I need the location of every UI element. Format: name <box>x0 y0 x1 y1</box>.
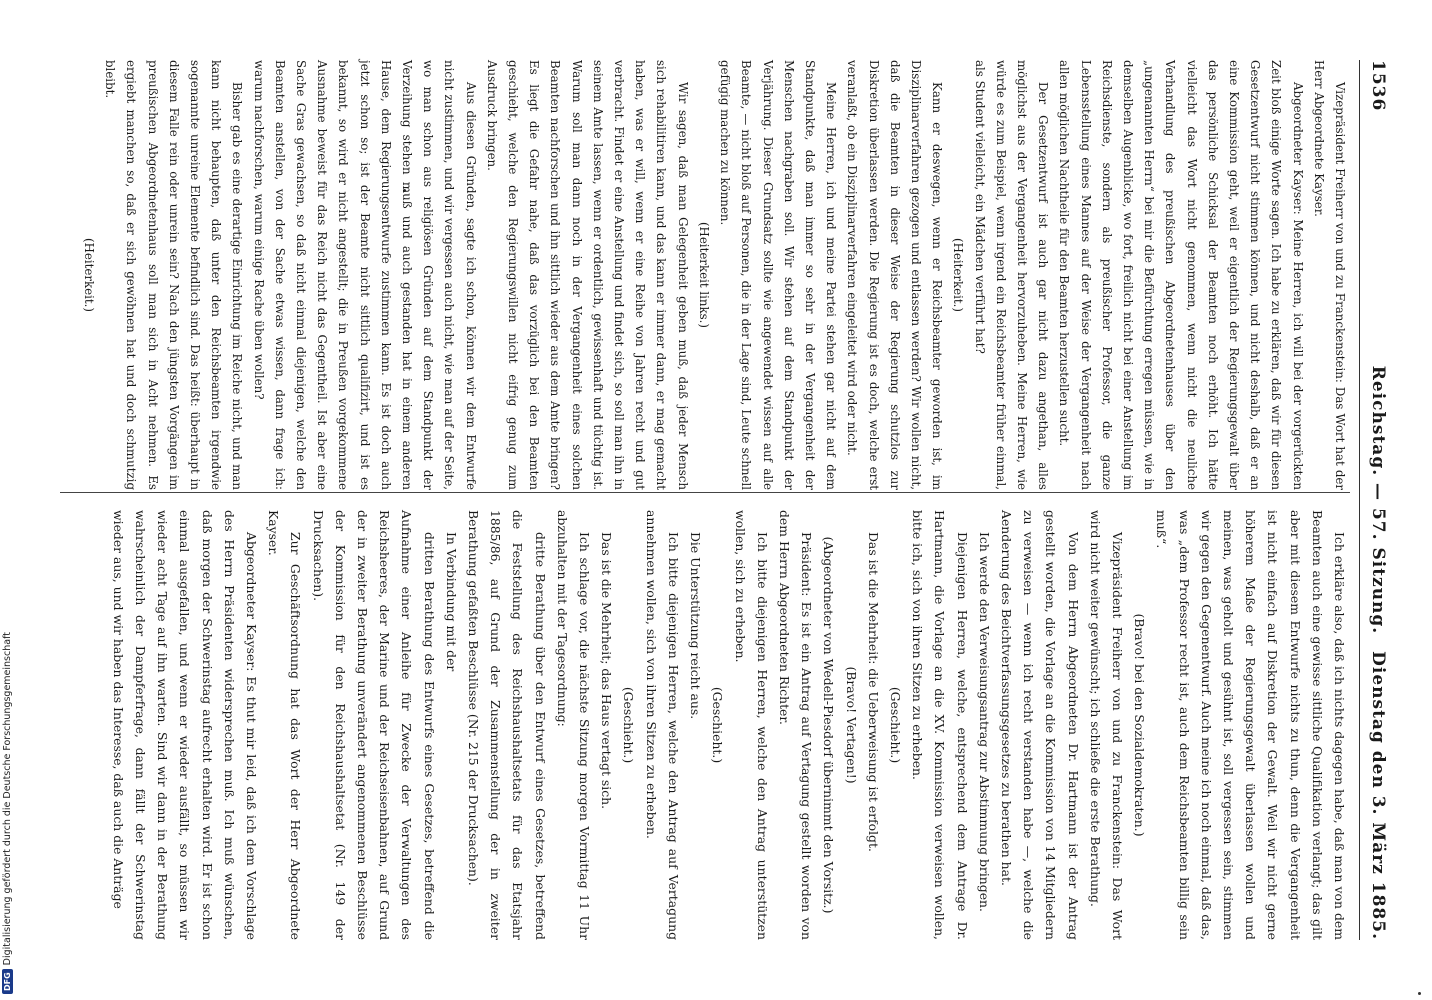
left-column-paragraph: Vizepräsident Freiherr von und zu Franckenstein: Das Wort hat der Herr Abgeordnete Kayser. <box>1311 60 1347 490</box>
left-column <box>78 60 1350 490</box>
right-column-paragraph: Präsident: Es ist ein Antrag auf Vertagung gestellt worden von dem Herrn Abgeordneten Richter. <box>776 510 815 940</box>
left-column-paragraph: (Heiterkeit.) <box>82 237 97 312</box>
right-column-paragraph: Von dem Herrn Abgeordneten Dr. Hartmann ist der Antrag gestellt worden, die Vorlage an die Kommission von 14 Mitgliedern zu verweisen — wenn ich recht verstanden habe —, welche die Aenderung des Beichtverfassungsgesetzes zu berathen hat. <box>998 510 1081 940</box>
header-rule <box>1359 60 1360 940</box>
left-column-paragraph: Meine Herren, ich und meine Partei stehen gar nicht auf dem Standpunkte, daß man immer so sehr in der Vergangenheit der Menschen nachgraben soll. Wir stehen auf dem Standpunkt der Verjährung. Dieser Grundsatz sollte wie angewendet wissen auf alle Beamte, — nicht bloß auf Personen, die in der Lage sind, Leute schnell gefügig machen zu können. <box>718 60 839 490</box>
digitization-credit <box>2 632 13 994</box>
right-column-paragraph: Vizepräsident Freiherr von und zu Franckenstein: Das Wort wird nicht weiter gewünscht; ich schließe die erste Berathung. <box>1087 510 1125 940</box>
rotated-page-content <box>16 0 1396 1000</box>
right-column-paragraph: (Abgeordneter von Wedell-Piesdorf übernimmt den Vorsitz.) <box>821 536 837 914</box>
left-column-paragraph: Abgeordneter Kayser: Meine Herren, ich will bei der vorgerückten Zeit bloß einige Worte sagen. Ich habe zu erklären, daß wir für diesen Gesetzentwurf nicht stimmen können, und nicht deshalb, daß er an eine Kommission geht, weil er eigentlich der Regierungsgewalt über das persönliche Schicksal der Beamten noch erhöht. Ich hätte vielleicht das Wort nicht genommen, wenn nicht die neuliche Verhandlung des preußischen Abgeordnetenhauses über den „ungenannten Herrn“ bei mir die Befürchtung erregen müssen, wie in demselben Augenblicke, wo fort, freilich nicht bei einer Anstellung im Reichsdienste, sondern als preußischer Professor, die ganze Lebensstellung eines Mannes auf der Weise der Vergangenheit nach allen möglichen Nachtheile für den Beamten herzustellen sucht. <box>1057 60 1305 490</box>
left-column-paragraph: Bisher gab es eine derartige Einrichtung im Reiche nicht, und man kann nicht behaupten, daß unter den Reichsbeamten irgendwie sogenannte unreine Elemente befindlich sind. Das heißt: überhaupt in diesem Falle rein oder unrein sein? Nach den jüngsten Vorgängen im preußischen Abgeordnetenhaus soll man sich in Acht nehmen. Es ergiebt manchen so, daß er sich gewöhnen hat und doch schmutzig bleibt. <box>103 60 245 490</box>
right-column-paragraph: dritte Berathung über den Entwurf eines Gesetzes, betreffend die Feststellung des Reichshaushaltsetats für das Etatsjahr 1885/86, auf Grund der Zusammenstellung der in zweiter Berathung gefaßten Beschlüsse (Nr. 215 der Drucksachen). <box>466 510 548 940</box>
header-date: Dienstag den 3. März 1885. <box>1368 651 1388 940</box>
right-column-paragraph: Ich erkläre also, daß ich nichts dagegen habe, daß man von dem Beamten auch eine gewisse sittliche Qualifikation verlangt; das gilt aber mit diesem Entwurfe nichts zu thun, denn die Vergangenheit ist nicht einfach auf Diskretion der Gewalt. Weil wir nicht gerne höherem Maße der Regierungsgewalt überlassen wollen und meinen, was geholt und gesühnt ist, soll vergessen sein, stimmen wir gegen den Gegenentwurf. Auch meine ich noch einmal, daß das, was „dem Professor recht ist, auch dem Reichsbeamten billig sein muß“. <box>1154 510 1347 940</box>
right-column-paragraph: Ich bitte diejenigen Herren, welche den Antrag unterstützen wollen, sich zu erheben. <box>732 510 770 940</box>
left-column-paragraph: Der Gesetzentwurf ist auch gar nicht dazu angethan, alles möglichst aus der Vergangenheit hervorzuheben. Meine Herren, wie würde es zum Beispiel, wenn irgend ein Reichsbeamter früher einmal, als Student vielleicht, ein Mädchen verführt hat? <box>972 60 1051 490</box>
right-column-paragraph: Zur Geschäftsordnung hat das Wort der Herr Abgeordnete Kayser. <box>266 510 304 940</box>
right-column-paragraph: Das ist die Mehrheit; das Haus vertagt sich. <box>599 532 615 810</box>
right-column-paragraph: (Bravo! Vertagen!) <box>843 666 859 784</box>
page-header <box>1360 60 1388 940</box>
right-column <box>107 510 1350 940</box>
right-column-paragraph: (Geschieht.) <box>710 686 726 764</box>
scan-speck <box>1418 992 1421 995</box>
left-column-paragraph: Kann er deswegen, wenn er Reichsbeamter geworden ist, im Disziplinarverfahren gezogen und entlassen werden? Wir wollen nicht, daß die Beamten in dieser Weise der Regierung schutzlos zur Diskretion überlassen werden. Die Regierung ist es doch, welche erst veranlaßt, ob ein Disziplinarverfahren eingeleitet wird oder nicht. <box>845 60 945 490</box>
right-column-paragraph: (Geschieht.) <box>621 686 637 764</box>
right-column-paragraph: dritten Berathung des Entwurfs eines Gesetzes, betreffend die Aufnahme einer Anleihe für Zwecke der Verwaltungen des Reichsheeres, der Marine und der Reichseisenbahnen, auf Grund der in zweiter Berathung unverändert angenommenen Beschlüsse der Kommission für den Reichshaushaltsetat (Nr. 149 der Drucksachen). <box>310 510 437 940</box>
page-number: 1536 <box>1368 60 1388 112</box>
right-column-paragraph: Ich werde den Verweisungsantrag zur Abstimmung bringen. <box>976 532 992 912</box>
right-column-paragraph: Ich bitte diejenigen Herren, welche den Antrag auf Vertagung annehmen wollen, sich von ihren Sitzen zu erheben. <box>643 510 681 940</box>
left-column-paragraph: (Heiterkeit.) <box>951 237 966 312</box>
right-column-paragraph: (Geschieht.) <box>887 686 903 764</box>
right-column-paragraph: Ich schlage vor, die nächste Sitzung morgen Vormittag 11 Uhr abzuhalten mit der Tagesordnung: <box>554 510 593 940</box>
column-divider <box>60 492 1350 493</box>
left-column-paragraph: (Heiterkeit links.) <box>696 221 711 329</box>
right-column-paragraph: Das ist die Mehrheit: die Ueberweisung ist erfolgt. <box>865 532 881 852</box>
left-column-paragraph: Aus diesen Gründen, sagte ich schon, können wir dem Entwurfe nicht zustimmen, und wir vergessen auch nicht, wie man auf der Seite, wo man schon aus religiösen Gründen auf dem Standpunkt der Verzeihung stehen muß und auch gestanden hat in einem anderen Hause, dem Regierungsentwurfe zustimmen kann. Es ist doch auch jetzt schon so; ist der Beamte nicht sittlich qualifizirt, und ist es bekannt, so wird er nicht angestellt; die in Preußen vorgekommene Ausnahme beweist für das Reich nicht das Gegentheil. Ist aber eine Sache Gras gewachsen, so daß nicht einmal diejenigen, welche den Beamten anstellen, von der Sache etwas wissen, dann frage ich: warum nachforschen, warum einige Rache üben wollen? <box>251 60 478 490</box>
right-column-paragraph: Die Unterstützung reicht aus. <box>688 532 704 720</box>
left-column-paragraph: Wir sagen, daß man Gelegenheit geben muß, daß jeder Mensch sich rehabilitiren kann, und das kann er immer dann, er mag gemacht haben, was er will, wenn er eine Reihe von Jahren recht und gut verbracht. Findet er eine Anstellung und findet sich, so soll man ihn in seinem Amte lassen, wenn er ordentlich, gewissenhaft und tüchtig ist. Warum soll man dann noch in der Vergangenheit eines solchen Beamten nachforschen und ihn sittlich wieder aus dem Amte bringen? Es liegt die Gefahr nahe, daß das vorzüglich bei den Beamten geschieht, welche den Regierungswillen nicht eifrig genug zum Ausdruck bringen. <box>484 60 690 490</box>
header-title: Reichstag. — 57. Sitzung. <box>1368 365 1388 635</box>
right-column-paragraph: In Verbindung mit der <box>443 532 459 672</box>
dfg-logo: DFG <box>2 969 13 994</box>
right-column-paragraph: (Bravo! bei den Sozialdemokraten.) <box>1132 613 1148 837</box>
right-column-paragraph: Diejenigen Herren, welche, entsprechend dem Antrage Dr. Hartmann, die Vorlage an die XV. Kommission verweisen wollen, bitte ich, sich von ihren Sitzen zu erheben. <box>910 510 970 940</box>
right-column-paragraph: Abgeordneter Kayser: Es thut mir leid, daß ich dem Vorschlage des Herrn Präsidenten widersprechen muß. Ich muß wünschen, daß morgen der Schwerinstag aufrecht erhalten wird. Er ist schon einmal ausgefallen, und wenn er wieder ausfällt, so müssen wir wieder acht Tage auf ihn warten. Sind wir dann in der Berathung wahrscheinlich der Dampferfrage, dann fällt der Schwerinstag wieder aus, und wir haben das Interesse, daß auch die Anträge <box>110 510 260 940</box>
credit-text: Digitalisierung gefördert durch die Deutsche Forschungsgemeinschaft <box>2 632 13 966</box>
